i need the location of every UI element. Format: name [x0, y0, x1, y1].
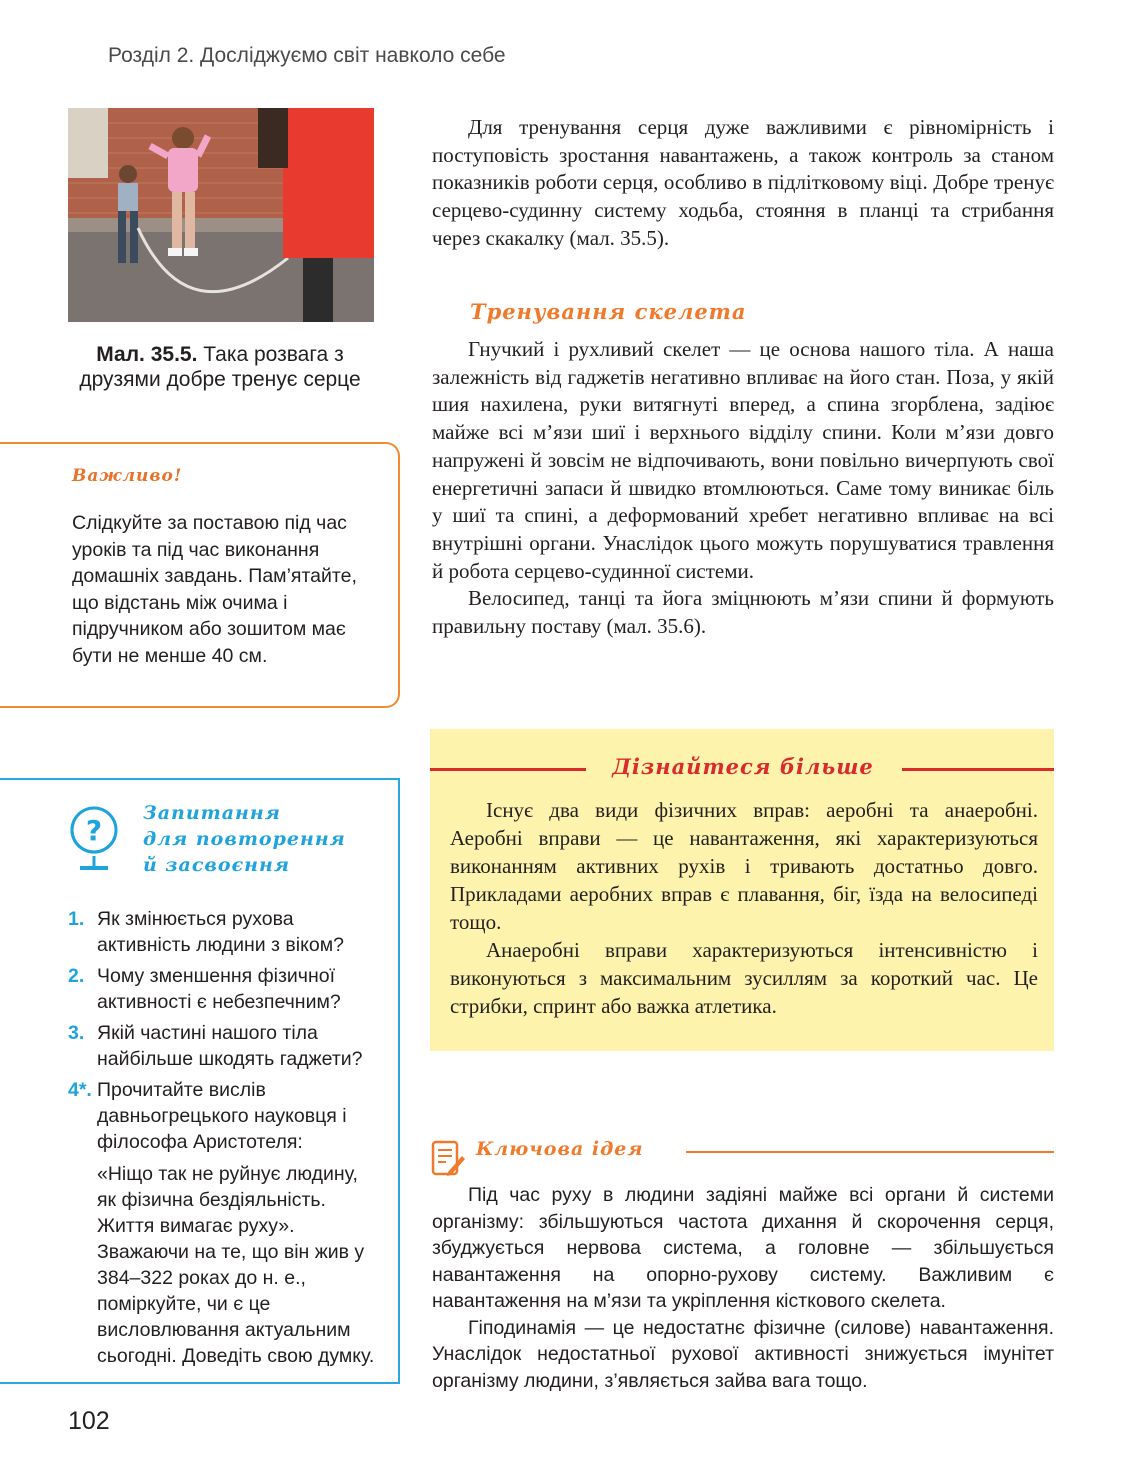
svg-text:?: ?: [85, 814, 103, 847]
notepad-pencil-icon: [430, 1138, 466, 1178]
question-2: [68, 963, 378, 1015]
paragraph: Під час руху в людини задіяні майже всі органи й системи організму: збільшуються частота дихання й скорочення серця, збуджується нервова система, а головне — збільшується навантаження на опорно-рухову систему. Важливим є навантаження на м’язи та укріплення кісткового скелета.: [432, 1184, 1054, 1312]
main-paragraph-2: [432, 336, 1054, 641]
questions-title-line2: для повторення: [143, 828, 346, 850]
caption-text: Така розвага з друзями добре тренує серце: [79, 343, 361, 391]
learn-more-title: Дізнайтеся більше: [612, 754, 874, 779]
paragraph: Гнучкий і рухливий скелет — це основа нашого тіла. А наша залежність від гаджетів негативно впливає на його стан. Поза, у якій шия нахилена, руки витягнуті вперед, а спина згорблена, задіює майже всі м’язи шиї і верхнього відділу спини. Коли м’язи довго напружені й зовсім не відпочивають, вони повільно вичерпують свої енергетичні запаси й швидко втомлюються. Саме тому виникає біль у шиї та спині, а деформований хребет негативно впливає на всі внутрішні органи. Унаслідок цього можуть порушуватися травлення й робота серцево-судинної системи.: [432, 337, 1054, 583]
question-4: [68, 1077, 378, 1369]
questions-title: [143, 800, 346, 878]
question-3: [68, 1020, 378, 1072]
globe-question-icon: [66, 800, 126, 880]
paragraph: Гіподинамія — це недостатнє фізичне (силове) навантаження. Унаслідок недостатньої рухової активності знижується імунітет організму людини, з’являється зайва вага тощо.: [432, 1316, 1054, 1392]
learn-more-text: [450, 796, 1038, 1020]
figure-caption: [60, 342, 380, 392]
question-text: Чому зменшення фізичної активності є небезпечним?: [97, 965, 341, 1013]
question-quote: «Ніщо так не руйнує людину, як фізична бездіяльність. Життя вимагає руху». Зважаючи на те, що він жив у 384–322 роках до н. е., поміркуйте, чи є це висловлювання актуальним сьогодні. Доведіть свою думку.: [97, 1163, 375, 1367]
page-number: 102: [68, 1407, 110, 1435]
learn-more-rule-right: [902, 768, 1054, 771]
question-text: Прочитайте вислів давньогрецького науковця і філософа Аристотеля:: [97, 1079, 347, 1153]
question-text: Як змінюється рухова активність людини з віком?: [97, 908, 344, 956]
questions-title-line3: й засвоєння: [143, 854, 290, 876]
running-header: Розділ 2. Досліджуємо світ навколо себе: [108, 44, 506, 67]
paragraph: Існує два види фізичних вправ: аеробні та анаеробні. Аеробні вправи — це навантаження, які характеризуються виконанням активних рухів і тривають достатньо довго. Прикладами аеробних вправ є плавання, біг, їзда на велосипеді тощо.: [450, 798, 1038, 934]
learn-more-rule-left: [430, 768, 586, 771]
skeleton-heading: Тренування скелета: [470, 299, 747, 324]
question-text: Якій частині нашого тіла найбільше шкодять гаджети?: [97, 1022, 363, 1070]
question-number: 4*.: [68, 1079, 92, 1101]
key-idea-text: [432, 1182, 1054, 1394]
question-number: 1.: [68, 908, 85, 930]
question-number: 3.: [68, 1022, 85, 1044]
question-number: 2.: [68, 965, 85, 987]
paragraph: Велосипед, танці та йога зміцнюють м’язи спини й формують правильну поставу (мал. 35.6).: [432, 586, 1054, 639]
question-1: [68, 906, 378, 958]
paragraph: Анаеробні вправи характеризуються інтенсивністю і виконуються з максимальним зусиллям за короткий час. Це стрибки, спринт або важка атлетика.: [450, 938, 1038, 1018]
important-text: Слідкуйте за поставою під час уроків та під час виконання домашніх завдань. Пам’ятайте, що відстань між очима і підручником або зошитом має бути не менше 40 см.: [72, 512, 357, 667]
key-idea-title: Ключова ідея: [476, 1138, 644, 1160]
main-paragraph-1: [432, 114, 1054, 253]
key-idea-rule: [686, 1151, 1054, 1153]
figure-photo-jump-rope: [68, 108, 374, 322]
photo-illustration: [68, 108, 374, 322]
questions-title-line1: Запитання: [143, 802, 281, 824]
important-title: Важливо!: [72, 466, 183, 486]
paragraph: Для тренування серця дуже важливими є рівномірність і поступовість зростання навантажень, а також контроль за станом показників роботи серця, особливо в підлітковому віці. Добре тренує серцево-судинну систему ходьба, стояння в планці та стрибання через скакалку (мал. 35.5).: [432, 115, 1054, 250]
caption-label: Мал. 35.5.: [96, 343, 198, 366]
